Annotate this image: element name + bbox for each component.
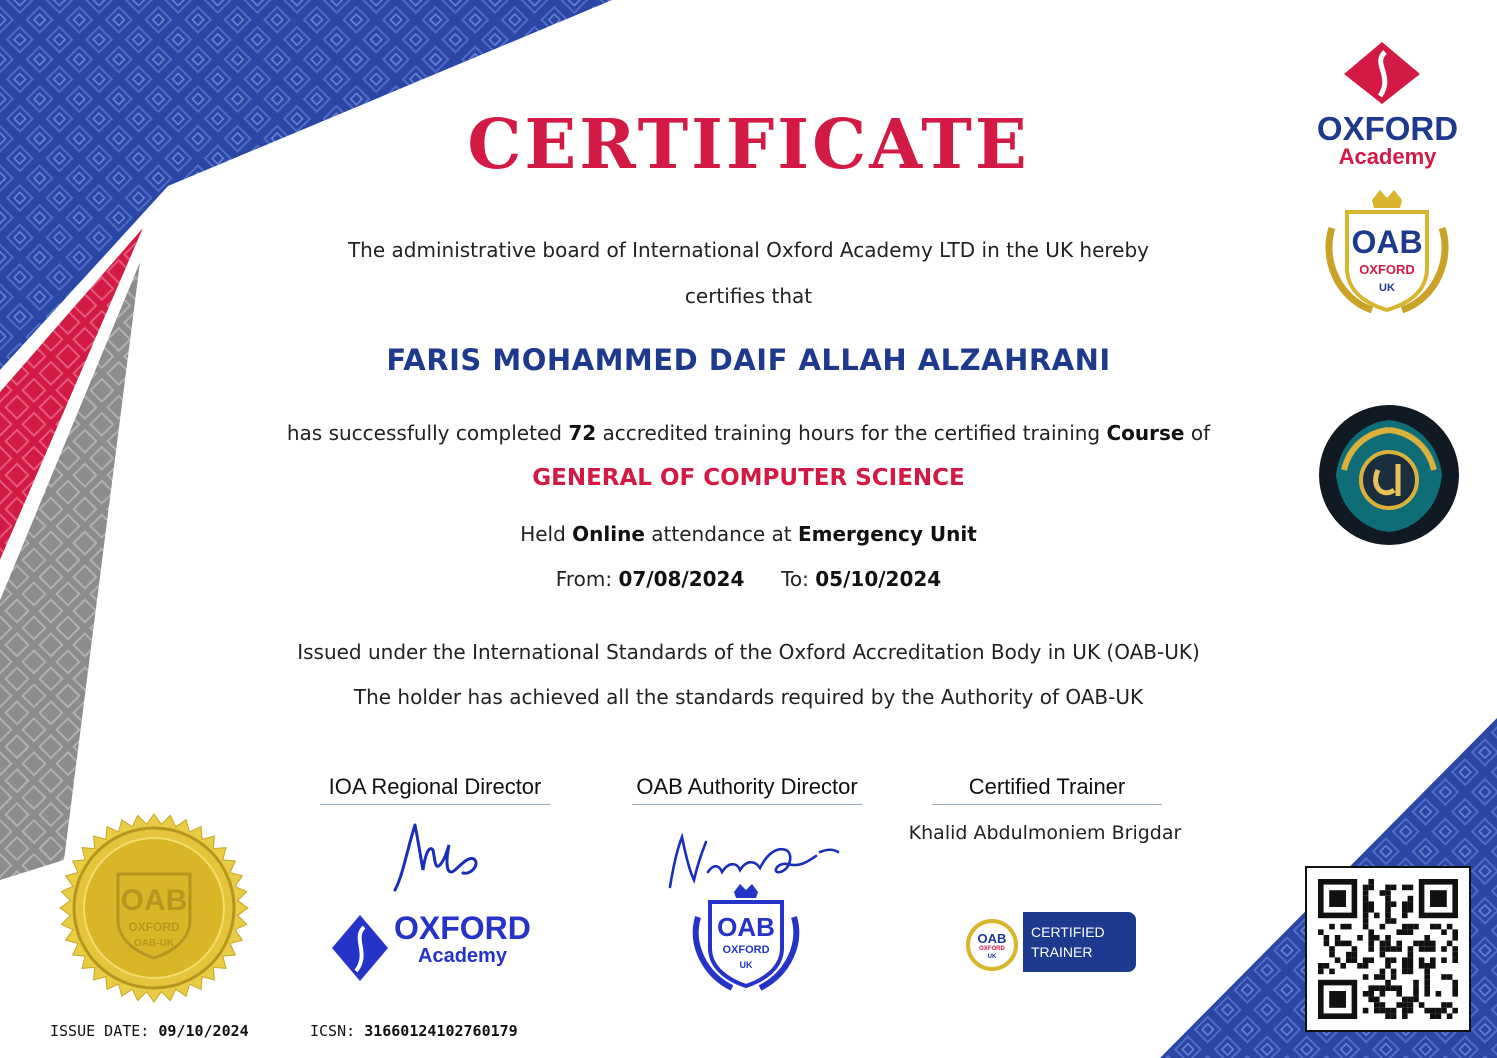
trainer-badge-main: OAB bbox=[977, 931, 1007, 946]
issue-date bbox=[50, 1022, 249, 1040]
oab-stamp-country: UK bbox=[739, 960, 753, 970]
regional-director-title: IOA Regional Director bbox=[320, 774, 550, 805]
icsn-value: 31660124102760179 bbox=[364, 1022, 518, 1040]
attendance-mode: Online bbox=[572, 522, 645, 546]
oxford-academy-logo bbox=[1290, 38, 1485, 168]
date-range-line bbox=[250, 567, 1247, 591]
oab-badge-sub: OXFORD bbox=[1359, 262, 1415, 277]
completed-suffix: of bbox=[1190, 421, 1211, 445]
completion-line bbox=[250, 421, 1247, 445]
gold-seal-main: OAB bbox=[120, 884, 188, 917]
qr-code-icon bbox=[1307, 868, 1469, 1030]
from-date: 07/08/2024 bbox=[618, 567, 745, 591]
completed-prefix: has successfully completed bbox=[286, 421, 562, 445]
trainer-badge-sub: OXFORD bbox=[979, 946, 1005, 952]
training-hours: 72 bbox=[568, 421, 597, 445]
oxford-academy-stamp bbox=[328, 905, 543, 985]
oxford-stamp-word1: OXFORD bbox=[394, 910, 531, 946]
oxford-diamond-icon bbox=[1290, 38, 1485, 108]
oab-crest-badge bbox=[1312, 188, 1462, 318]
completed-middle: accredited training hours for the certified training bbox=[602, 421, 1101, 445]
certified-trainer-title: Certified Trainer bbox=[932, 774, 1162, 805]
oab-blue-stamp bbox=[684, 882, 808, 994]
issue-date-label: ISSUE DATE: bbox=[50, 1022, 150, 1040]
oab-stamp-sub: OXFORD bbox=[722, 944, 770, 956]
gold-seal-country: OAB-UK bbox=[134, 938, 174, 949]
certified-trainer-line2: TRAINER bbox=[1031, 944, 1093, 960]
training-location: Emergency Unit bbox=[797, 522, 977, 546]
from-label: From: bbox=[555, 567, 613, 591]
oxford-logo-word1: OXFORD bbox=[1316, 110, 1459, 147]
certified-trainer-line1: CERTIFIED bbox=[1031, 924, 1105, 940]
held-prefix: Held bbox=[520, 522, 566, 546]
trainer-name: Khalid Abdulmoniem Brigdar bbox=[908, 822, 1182, 844]
oab-stamp-main: OAB bbox=[717, 912, 775, 942]
certified-trainer-badge bbox=[965, 912, 1137, 974]
standards-line-1: Issued under the International Standards of the Oxford Accreditation Body in UK (OAB-UK) bbox=[297, 640, 1200, 664]
gold-oab-seal bbox=[58, 812, 250, 1004]
icsn-number bbox=[310, 1022, 518, 1040]
issue-date-value: 09/10/2024 bbox=[158, 1022, 249, 1040]
authority-director-title: OAB Authority Director bbox=[632, 774, 862, 805]
oxford-stamp-diamond-icon bbox=[328, 913, 390, 983]
standards-line-2: The holder has achieved all the standards required by the Authority of OAB-UK bbox=[353, 685, 1144, 709]
intro-line-1: The administrative board of International Oxford Academy LTD in the UK hereby bbox=[347, 238, 1150, 262]
icsn-label: ICSN: bbox=[310, 1022, 356, 1040]
regional-director-signature bbox=[385, 815, 495, 900]
to-label: To: bbox=[781, 567, 809, 591]
course-name: GENERAL OF COMPUTER SCIENCE bbox=[532, 465, 965, 491]
gold-seal-sub: OXFORD bbox=[128, 920, 180, 934]
to-date: 05/10/2024 bbox=[815, 567, 942, 591]
trainer-badge-country: UK bbox=[987, 954, 997, 960]
recipient-name: FARIS MOHAMMED DAIF ALLAH ALZAHRANI bbox=[386, 343, 1111, 377]
held-middle: attendance at bbox=[651, 522, 792, 546]
oab-badge-country: UK bbox=[1379, 282, 1395, 294]
oab-badge-main: OAB bbox=[1351, 224, 1423, 260]
certified-trainer-panel bbox=[1023, 912, 1136, 972]
held-line bbox=[250, 522, 1247, 546]
oxford-logo-word2: Academy bbox=[1338, 144, 1437, 169]
intro-line-2: certifies that bbox=[684, 284, 813, 308]
certificate-title: CERTIFICATE bbox=[467, 105, 1030, 185]
oxford-stamp-word2: Academy bbox=[418, 945, 507, 967]
course-word: Course bbox=[1106, 421, 1185, 445]
laurel-medal-icon bbox=[1314, 400, 1464, 550]
qr-code bbox=[1305, 866, 1471, 1032]
